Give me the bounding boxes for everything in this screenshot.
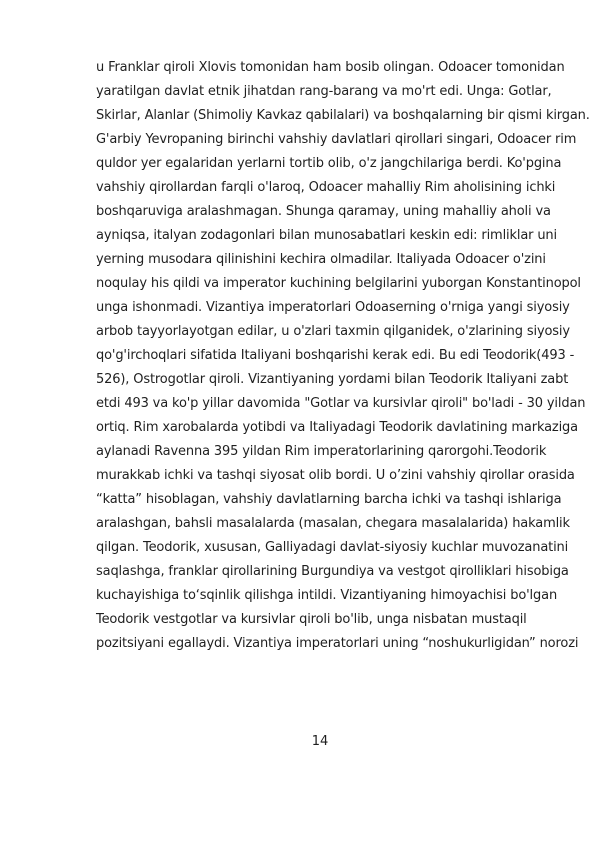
- text-line: Skirlar, Alanlar (Shimoliy Kavkaz qabilalari) va boshqalarning bir qismi kirgan.: [96, 108, 590, 123]
- text-line: “katta” hisoblagan, vahshiy davlatlarning barcha ichki va tashqi ishlariga: [96, 492, 562, 507]
- text-line: quldor yer egalaridan yerlarni tortib olib, o'z jangchilariga berdi. Ko'pgina: [96, 156, 562, 171]
- text-line: aralashgan, bahsli masalalarda (masalan, chegara masalalarida) hakamlik: [96, 516, 570, 531]
- text-line: etdi 493 va ko'p yillar davomida "Gotlar va kursivlar qiroli" bo'ladi - 30 yildan: [96, 396, 586, 411]
- text-line: unga ishonmadi. Vizantiya imperatorlari Odoaserning o'rniga yangi siyosiy: [96, 300, 570, 315]
- page-number: 14: [311, 734, 329, 749]
- text-line: saqlashga, franklar qirollarining Burgundiya va vestgot qirolliklari hisobiga: [96, 564, 569, 579]
- text-line: 526), Ostrogotlar qiroli. Vizantiyaning yordami bilan Teodorik Italiyani zabt: [96, 372, 569, 387]
- text-line: yerning musodara qilinishini kechira olmadilar. Italiyada Odoacer o'zini: [96, 252, 546, 267]
- text-line: ortiq. Rim xarobalarda yotibdi va Italiyadagi Teodorik davlatining markaziga: [96, 420, 578, 435]
- body-text: [96, 56, 595, 656]
- text-line: ayniqsa, italyan zodagonlari bilan munosabatlari keskin edi: rimliklar uni: [96, 228, 557, 243]
- text-line: qo'g'irchoqlari sifatida Italiyani boshqarishi kerak edi. Bu edi Teodorik(493 -: [96, 348, 575, 363]
- text-line: murakkab ichki va tashqi siyosat olib bordi. U o’zini vahshiy qirollar orasida: [96, 468, 575, 483]
- text-line: boshqaruviga aralashmagan. Shunga qaramay, uning mahalliy aholi va: [96, 204, 551, 219]
- text-line: G'arbiy Yevropaning birinchi vahshiy davlatlari qirollari singari, Odoacer rim: [96, 132, 577, 147]
- text-line: aylanadi Ravenna 395 yildan Rim imperatorlarining qarorgohi.Teodorik: [96, 444, 547, 459]
- text-line: Teodorik vestgotlar va kursivlar qiroli bo'lib, unga nisbatan mustaqil: [96, 612, 527, 627]
- text-line: kuchayishiga to‘sqinlik qilishga intildi. Vizantiyaning himoyachisi bo'lgan: [96, 588, 558, 603]
- text-line: pozitsiyani egallaydi. Vizantiya imperatorlari uning “noshukurligidan” norozi: [96, 636, 579, 651]
- text-line: noqulay his qildi va imperator kuchining belgilarini yuborgan Konstantinopol: [96, 276, 581, 291]
- text-line: qilgan. Teodorik, xususan, Galliyadagi davlat-siyosiy kuchlar muvozanatini: [96, 540, 569, 555]
- text-line: vahshiy qirollardan farqli o'laroq, Odoacer mahalliy Rim aholisining ichki: [96, 180, 556, 195]
- text-line: yaratilgan davlat etnik jihatdan rang-barang va mo'rt edi. Unga: Gotlar,: [96, 84, 552, 99]
- text-line: u Franklar qiroli Xlovis tomonidan ham bosib olingan. Odoacer tomonidan: [96, 60, 565, 75]
- text-line: arbob tayyorlayotgan edilar, u o'zlari taxmin qilganidek, o'zlarining siyosiy: [96, 324, 570, 339]
